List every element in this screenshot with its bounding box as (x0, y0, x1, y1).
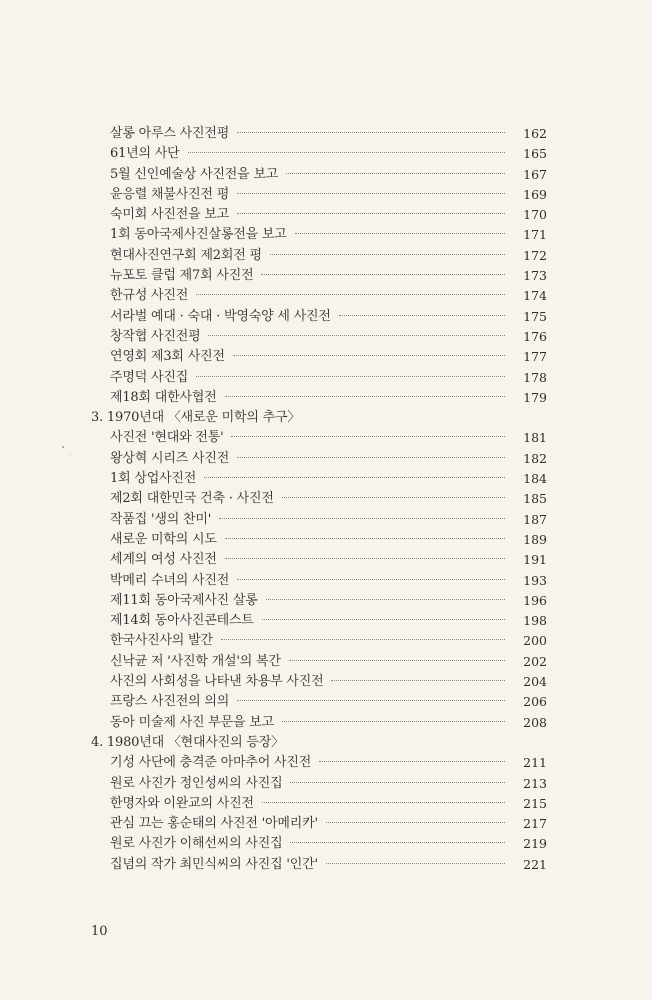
toc-entry-title: 제14회 동아사진콘테스트 (110, 613, 254, 629)
dot-leader (282, 497, 505, 498)
paper-speck (62, 446, 64, 448)
toc-entry-title: 윤응렬 채불사진전 평 (110, 186, 230, 202)
toc-entry-title: 동아 미술제 사진 부문을 보고 (110, 714, 275, 730)
toc-entry-page: 187 (523, 511, 547, 527)
toc-entry-page: 169 (523, 186, 547, 202)
toc-entry-title: 서라벌 예대 · 숙대 · 박영숙양 세 사진전 (110, 308, 331, 324)
toc-entry (0, 246, 652, 266)
toc-entry-title: 한규성 사진전 (110, 288, 189, 304)
toc-entry (0, 469, 652, 489)
toc-section-heading (0, 733, 652, 753)
toc-entry (0, 814, 652, 834)
toc-entry-page: 198 (523, 613, 547, 629)
toc-entry-page: 202 (523, 653, 547, 669)
toc-entry-title: 61년의 사단 (110, 146, 180, 162)
toc-entry (0, 165, 652, 185)
toc-entry-title: 뉴포토 클럽 제7회 사진전 (110, 268, 254, 284)
toc-entry-title: 사진의 사회성을 나타낸 차용부 사진전 (110, 674, 324, 690)
dot-leader (339, 315, 505, 316)
toc-entry (0, 388, 652, 408)
toc-entry-title: 박메리 수녀의 사진전 (110, 572, 230, 588)
toc-entry-page: 162 (523, 126, 547, 141)
dot-leader (286, 173, 505, 174)
toc-entry-page: 200 (523, 633, 547, 649)
toc-entry-page: 178 (523, 369, 547, 385)
toc-entry (0, 753, 652, 773)
toc-entry-title: 숙미회 사진전을 보고 (110, 207, 230, 223)
dot-leader (326, 863, 505, 864)
dot-leader (204, 477, 505, 478)
dot-leader (237, 193, 505, 194)
toc-entry-page: 184 (523, 471, 547, 487)
dot-leader (237, 132, 505, 133)
dot-leader (262, 619, 505, 620)
toc-entry-page: 193 (523, 572, 547, 588)
dot-leader (225, 396, 505, 397)
toc-entry (0, 550, 652, 570)
dot-leader (319, 761, 505, 762)
toc-entry (0, 652, 652, 672)
toc-entry-page: 206 (523, 694, 547, 710)
toc-entry (0, 611, 652, 631)
toc-entry-title: 관심 끄는 홍순태의 사진전 '아메리카' (110, 816, 318, 832)
dot-leader (188, 152, 505, 153)
toc-entry-title: 원로 사진가 이해선씨의 사진집 (110, 836, 283, 852)
toc-entry-title: 한명자와 이완교의 사진전 (110, 795, 254, 811)
toc-entry-title: 살롱 아루스 사진전평 (110, 126, 230, 141)
dot-leader (289, 660, 505, 661)
toc-entry-title: 5월 신인예술상 사진전을 보고 (110, 166, 279, 182)
toc-entry (0, 631, 652, 651)
dot-leader (331, 680, 505, 681)
toc-entry-title: 3. 1970년대 〈새로운 미학의 추구〉 (91, 410, 301, 426)
toc-entry (0, 510, 652, 530)
toc-entry-page: 204 (523, 674, 547, 690)
toc-section-heading (0, 408, 652, 428)
dot-leader (237, 213, 505, 214)
toc-entry-title: 신낙균 저 '사진학 개설'의 복간 (110, 653, 281, 669)
toc-entry-title: 한국사진사의 발간 (110, 633, 213, 649)
dot-leader (290, 842, 505, 843)
toc-entry-title: 제2회 대한민국 건축 · 사진전 (110, 491, 274, 507)
toc-entry (0, 286, 652, 306)
toc-entry-title: 프랑스 사진전의 의의 (110, 694, 230, 710)
toc-entry (0, 591, 652, 611)
toc-entry-title: 세계의 여성 사진전 (110, 552, 217, 568)
toc-entry-title: 제18회 대한사협전 (110, 389, 217, 405)
toc-entry-page: 191 (523, 552, 547, 568)
toc-entry-title: 현대사진연구회 제2회전 평 (110, 247, 262, 263)
toc-entry-title: 1회 상업사진전 (110, 471, 197, 487)
dot-leader (261, 274, 505, 275)
dot-leader (219, 518, 505, 519)
toc-entry (0, 713, 652, 733)
toc-entry-title: 4. 1980년대 〈현대사진의 등장〉 (91, 734, 284, 750)
toc-entry-title: 새로운 미학의 시도 (110, 531, 217, 547)
page-number: 10 (91, 924, 108, 939)
toc-entry (0, 855, 652, 875)
toc-entry-title: 1회 동아국제사진살롱전을 보고 (110, 227, 287, 243)
dot-leader (270, 254, 505, 255)
toc-entry-title: 원로 사진가 정인성씨의 사진집 (110, 775, 283, 791)
toc-entry-title: 작품집 '생의 찬미' (110, 511, 212, 527)
toc-entry (0, 144, 652, 164)
toc-entry-page: 179 (523, 389, 547, 405)
dot-leader (196, 294, 505, 295)
toc-entry (0, 205, 652, 225)
toc-entry (0, 266, 652, 286)
toc-entry-page: 189 (523, 531, 547, 547)
dot-leader (237, 700, 505, 701)
toc-entry-page: 172 (523, 247, 547, 263)
dot-leader (282, 721, 505, 722)
toc-entry-page: 170 (523, 207, 547, 223)
toc-entry-page: 174 (523, 288, 547, 304)
dot-leader (326, 822, 505, 823)
dot-leader (233, 355, 505, 356)
toc-entry (0, 327, 652, 347)
toc-entry (0, 449, 652, 469)
toc-entry-page: 181 (523, 430, 547, 446)
toc-entry-page: 219 (523, 836, 547, 852)
toc-entry-page: 208 (523, 714, 547, 730)
toc-entry (0, 307, 652, 327)
toc-entry-page: 176 (523, 328, 547, 344)
toc-entry-page: 221 (523, 856, 547, 872)
toc-entry (0, 692, 652, 712)
toc-entry-title: 사진전 '현대와 전통' (110, 430, 224, 446)
toc-entry (0, 185, 652, 205)
paper-speck (70, 454, 71, 455)
toc-entry-page: 213 (523, 775, 547, 791)
toc-entry-title: 주명덕 사진집 (110, 369, 189, 385)
toc-entry-page: 167 (523, 166, 547, 182)
dot-leader (196, 376, 505, 377)
toc-entry (0, 834, 652, 854)
toc-entry (0, 794, 652, 814)
dot-leader (237, 457, 505, 458)
dot-leader (266, 599, 505, 600)
toc-entry-page: 165 (523, 146, 547, 162)
toc-entry-page: 182 (523, 450, 547, 466)
toc-entry (0, 124, 652, 144)
toc-entry (0, 489, 652, 509)
dot-leader (231, 436, 505, 437)
toc-entry-page: 211 (523, 755, 547, 771)
toc-entry-title: 제11회 동아국제사진 살롱 (110, 592, 258, 608)
toc-entry (0, 672, 652, 692)
toc-entry-title: 왕상혁 시리즈 사진전 (110, 450, 230, 466)
dot-leader (225, 538, 505, 539)
toc-entry (0, 368, 652, 388)
dot-leader (208, 335, 505, 336)
toc-entry-page: 196 (523, 592, 547, 608)
dot-leader (290, 782, 505, 783)
toc-entry-title: 집념의 작가 최민식씨의 사진집 '인간' (110, 856, 318, 872)
toc-entry-title: 창작협 사진전평 (110, 328, 201, 344)
dot-leader (262, 802, 505, 803)
dot-leader (225, 558, 505, 559)
table-of-contents (0, 124, 652, 875)
dot-leader (295, 233, 505, 234)
toc-entry (0, 428, 652, 448)
toc-entry-page: 215 (523, 795, 547, 811)
toc-entry (0, 774, 652, 794)
toc-entry-page: 173 (523, 268, 547, 284)
dot-leader (221, 639, 505, 640)
toc-entry (0, 347, 652, 367)
toc-entry-page: 175 (523, 308, 547, 324)
toc-entry (0, 225, 652, 245)
toc-entry-page: 217 (523, 816, 547, 832)
dot-leader (237, 579, 505, 580)
toc-entry-title: 기성 사단에 충격준 아마추어 사진전 (110, 755, 312, 771)
toc-entry-page: 185 (523, 491, 547, 507)
toc-entry-title: 연영회 제3회 사진전 (110, 349, 225, 365)
toc-entry (0, 571, 652, 591)
toc-entry-page: 171 (523, 227, 547, 243)
toc-entry (0, 530, 652, 550)
toc-entry-page: 177 (523, 349, 547, 365)
